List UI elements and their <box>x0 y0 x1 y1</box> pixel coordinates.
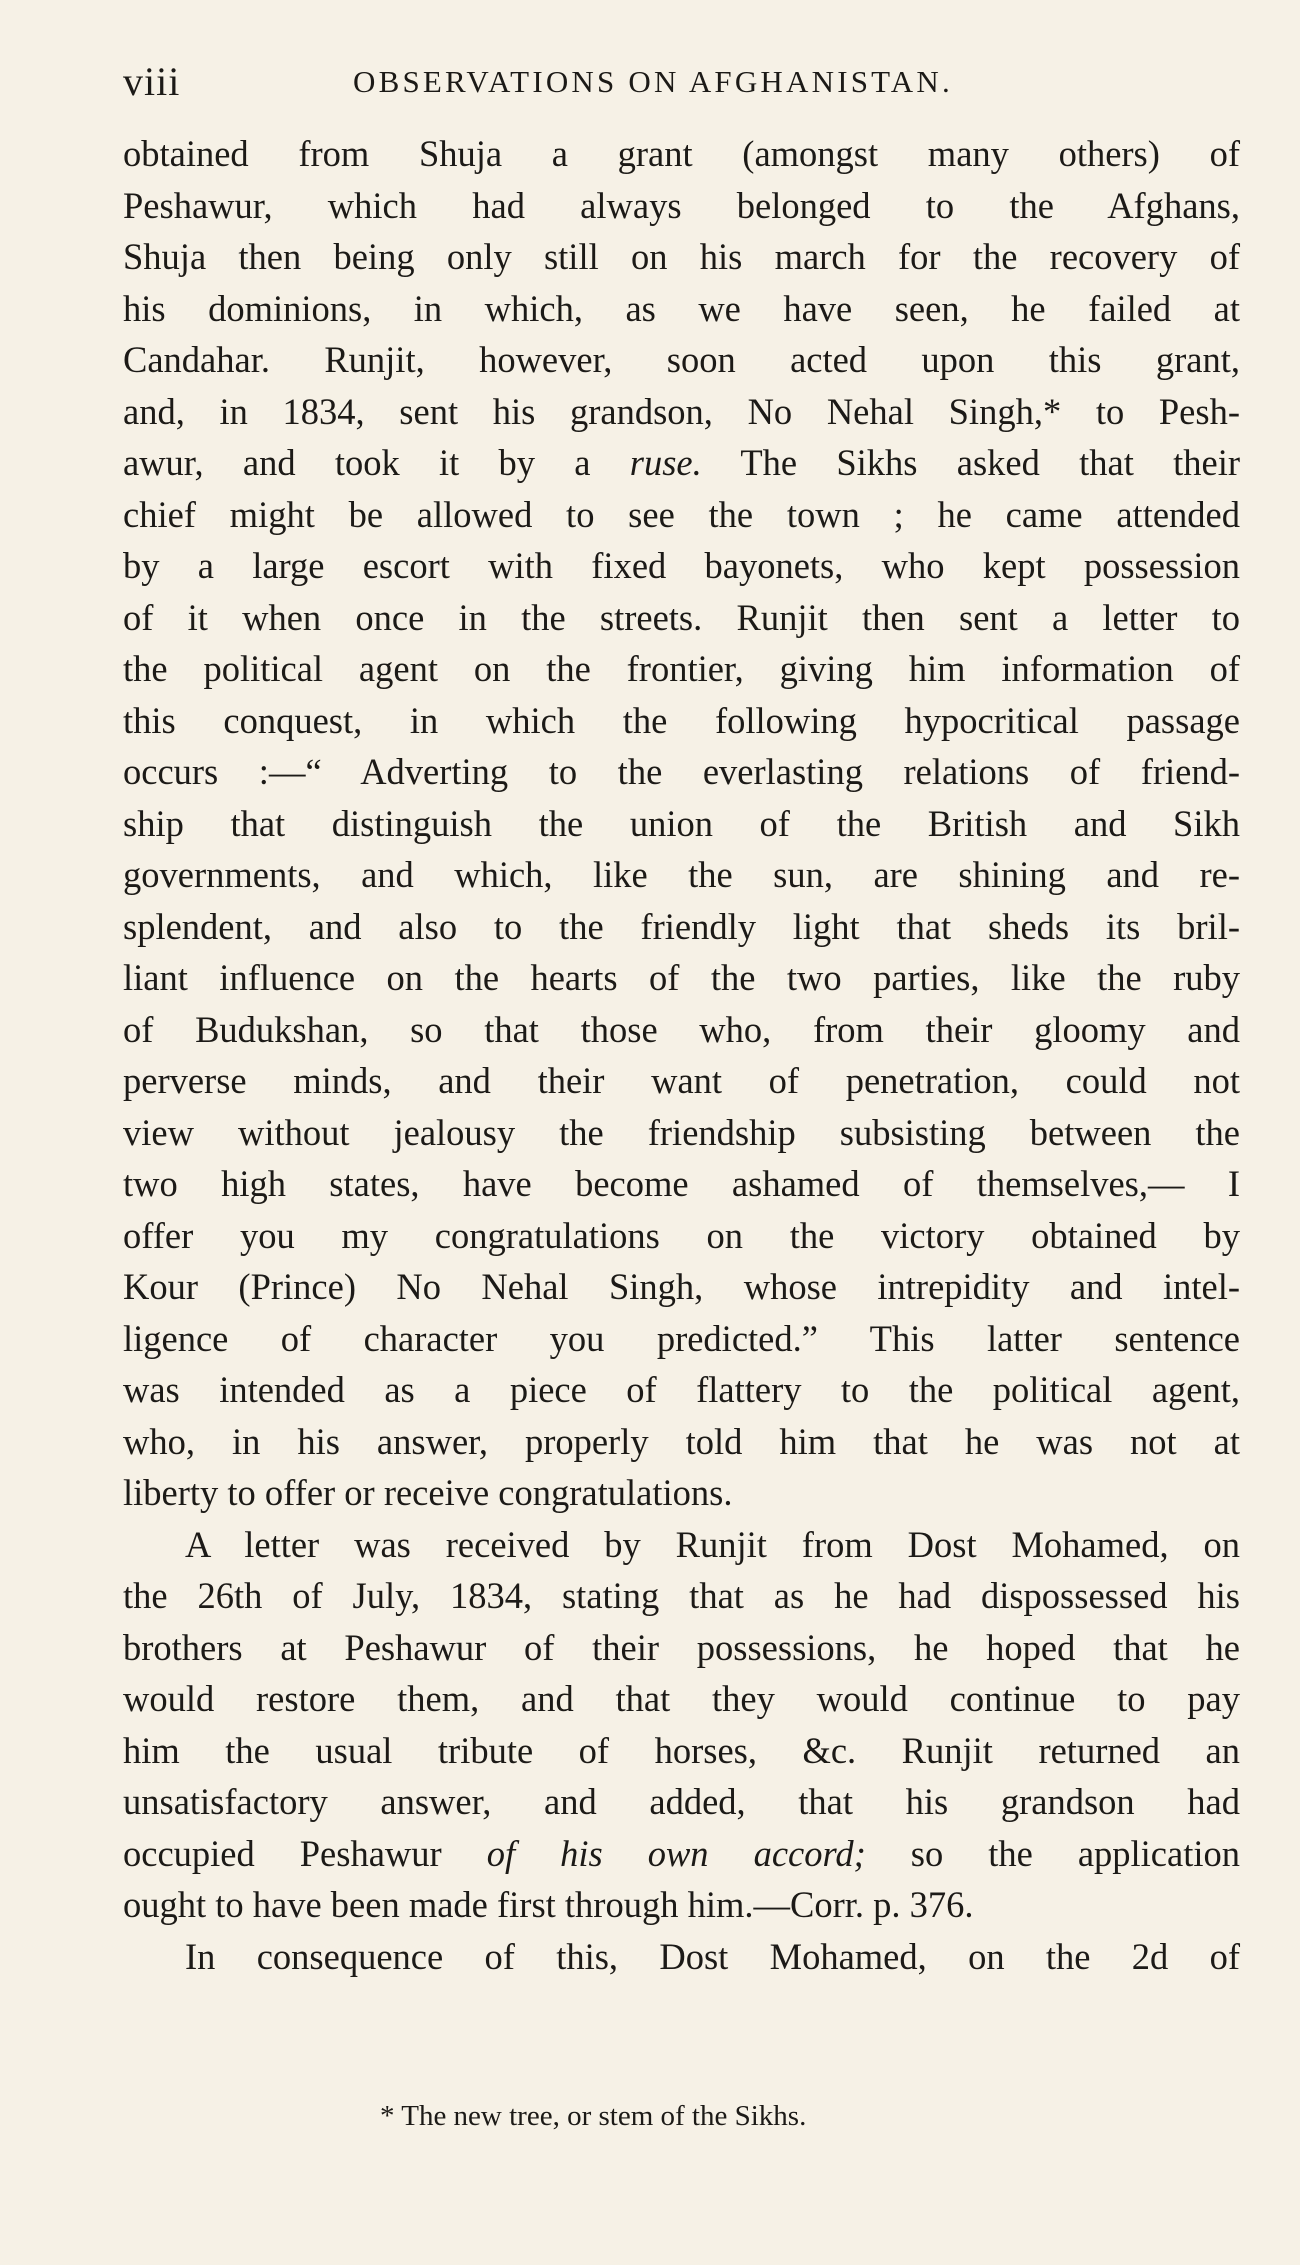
text-line: his dominions, in which, as we have seen, he failed at <box>123 287 1240 329</box>
text-line: occurs :—“ Adverting to the everlasting relations of friend- <box>123 751 1240 792</box>
text-line: two high states, have become ashamed of themselves,— I <box>123 1163 1240 1204</box>
text-line: perverse minds, and their want of penetration, could not <box>123 1060 1240 1101</box>
running-head: OBSERVATIONS ON AFGHANISTAN. <box>353 64 953 99</box>
text-segment: awur, and took it by a <box>123 442 591 483</box>
text-line: of it when once in the streets. Runjit then sent a letter to <box>123 596 1240 638</box>
text-line: was intended as a piece of flattery to the political agent, <box>123 1369 1240 1410</box>
text-line: In consequence of this, Dost Mohamed, on the 2d of <box>185 1935 1240 1977</box>
text-line: view without jealousy the friendship subsisting between the <box>123 1111 1240 1153</box>
text-segment: occupied Peshawur <box>123 1832 442 1874</box>
text-segment: The Sikhs asked that their <box>740 442 1241 483</box>
footnote: * The new tree, or stem of the Sikhs. <box>380 2100 807 2132</box>
text-line: obtained from Shuja a grant (amongst many others) of <box>123 133 1240 174</box>
text-line: Shuja then being only still on his march for the recovery of <box>123 236 1240 277</box>
text-line: the political agent on the frontier, giving him information of <box>123 648 1240 689</box>
text-line: liberty to offer or receive congratulations. <box>123 1472 733 1513</box>
text-line: splendent, and also to the friendly light that sheds its bril- <box>123 905 1240 947</box>
text-line: governments, and which, like the sun, are shining and re- <box>123 854 1240 895</box>
text-line: ought to have been made first through him.—Corr. p. 376. <box>123 1884 974 1925</box>
text-line: chief might be allowed to see the town ; he came attended <box>123 493 1240 535</box>
text-line: unsatisfactory answer, and added, that his grandson had <box>123 1781 1240 1822</box>
text-line: ligence of character you predicted.” This latter sentence <box>123 1317 1240 1359</box>
text-line: Candahar. Runjit, however, soon acted upon this grant, <box>123 339 1240 380</box>
italic-segment: ruse. <box>629 442 702 483</box>
text-line: ship that distinguish the union of the British and Sikh <box>123 802 1240 844</box>
text-line: by a large escort with fixed bayonets, who kept possession <box>123 545 1240 586</box>
text-line: who, in his answer, properly told him that he was not at <box>123 1420 1240 1462</box>
text-line: this conquest, in which the following hypocritical passage <box>123 699 1240 741</box>
text-line: the 26th of July, 1834, stating that as he had dispossessed his <box>123 1575 1240 1616</box>
text-line-mixed <box>123 437 1240 489</box>
page-header <box>123 58 1243 118</box>
text-line: A letter was received by Runjit from Dost Mohamed, on <box>185 1523 1240 1565</box>
text-line-mixed <box>123 1828 1240 1880</box>
text-line: liant influence on the hearts of the two parties, like the ruby <box>123 957 1240 998</box>
text-line: brothers at Peshawur of their possessions, he hoped that he <box>123 1626 1240 1668</box>
body-text <box>123 128 1240 1982</box>
text-line: Peshawur, which had always belonged to the Afghans, <box>123 184 1240 226</box>
text-line: of Budukshan, so that those who, from their gloomy and <box>123 1008 1240 1050</box>
text-segment: so the application <box>910 1832 1240 1874</box>
italic-segment: of his own accord; <box>486 1832 866 1874</box>
text-line: would restore them, and that they would continue to pay <box>123 1678 1240 1719</box>
page-number: viii <box>123 59 181 104</box>
text-line: Kour (Prince) No Nehal Singh, whose intrepidity and intel- <box>123 1266 1240 1307</box>
text-line: offer you my congratulations on the victory obtained by <box>123 1214 1240 1256</box>
text-line: and, in 1834, sent his grandson, No Nehal Singh,* to Pesh- <box>123 390 1240 432</box>
text-line: him the usual tribute of horses, &c. Runjit returned an <box>123 1729 1240 1771</box>
